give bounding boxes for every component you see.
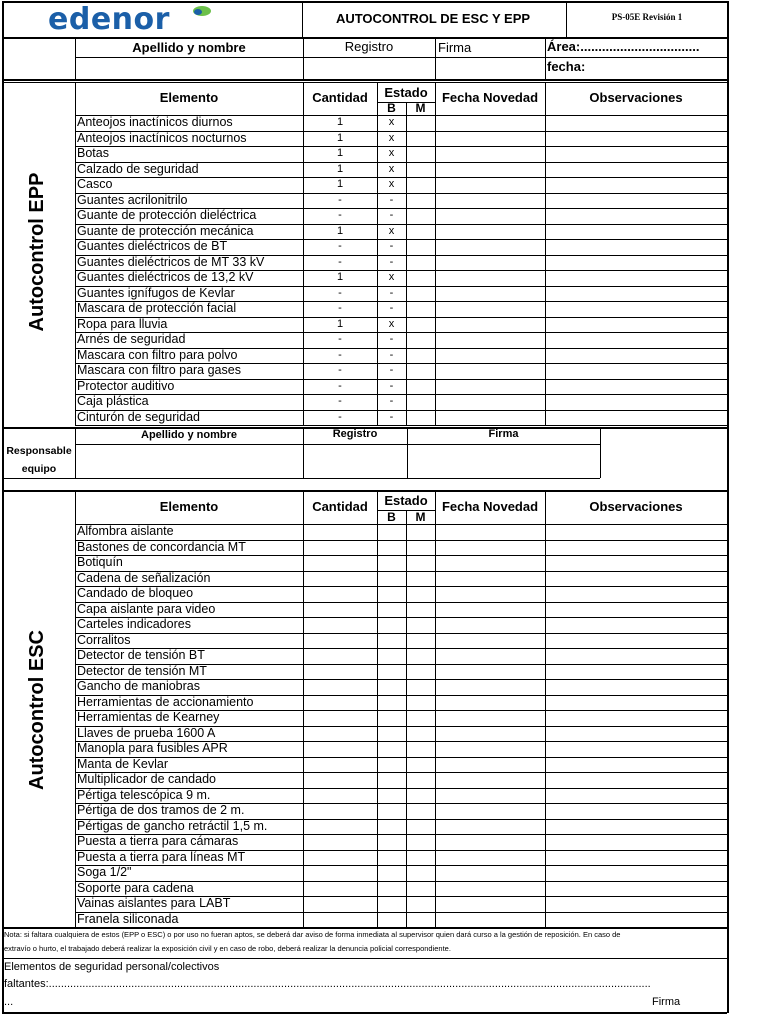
faltantes-continuation: ...: [4, 996, 14, 1008]
row-elemento: Protector auditivo: [77, 378, 175, 393]
grid-line: [377, 102, 435, 103]
row-cantidad[interactable]: 1: [336, 162, 344, 175]
grid-line: [545, 491, 546, 927]
row-elemento: Alfombra aislante: [77, 524, 174, 538]
grid-line: [75, 834, 727, 835]
grid-line: [2, 490, 727, 492]
row-elemento: Pértiga de dos tramos de 2 m.: [77, 803, 245, 817]
grid-line: [75, 146, 727, 147]
row-elemento: Guantes dieléctricos de 13,2 kV: [77, 270, 254, 284]
grid-line: [75, 37, 76, 79]
grid-line: [75, 379, 727, 380]
grid-line: [2, 79, 727, 81]
row-elemento: Guantes acrilonitrilo: [77, 192, 188, 207]
grid-line: [435, 491, 436, 927]
epp-col-fecha: Fecha Novedad: [441, 90, 539, 105]
grid-line: [75, 819, 727, 820]
grid-line: [727, 1, 729, 1013]
grid-line: [75, 912, 727, 913]
grid-line: [377, 82, 378, 425]
row-estado-b[interactable]: -: [389, 286, 394, 299]
row-cantidad[interactable]: -: [338, 333, 342, 345]
grid-line: [75, 586, 727, 587]
epp-col-elemento: Elemento: [159, 90, 219, 105]
row-cantidad[interactable]: 1: [336, 131, 344, 144]
row-estado-b[interactable]: -: [389, 364, 394, 376]
row-estado-b[interactable]: x: [388, 147, 395, 159]
grid-line: [75, 317, 727, 318]
grid-line: [377, 491, 378, 927]
grid-line: [75, 524, 727, 525]
row-elemento: Puesta a tierra para líneas MT: [77, 849, 246, 864]
row-estado-b[interactable]: x: [388, 178, 395, 190]
grid-line: [75, 772, 727, 773]
row-estado-b[interactable]: -: [389, 193, 394, 206]
grid-line: [303, 428, 304, 478]
grid-line: [303, 82, 304, 425]
logo-text: edenor: [48, 2, 170, 37]
esc-col-cantidad: Cantidad: [312, 499, 368, 514]
grid-line: [75, 348, 727, 349]
esc-col-fecha: Fecha Novedad: [441, 499, 539, 514]
grid-line: [75, 177, 727, 178]
grid-line: [2, 1, 4, 1013]
grid-line: [75, 695, 727, 696]
grid-line: [75, 571, 727, 572]
esc-col-m: M: [415, 510, 426, 524]
responsable-registro-label: Registro: [332, 428, 378, 440]
row-estado-b[interactable]: -: [389, 379, 394, 392]
responsable-label: [3, 442, 75, 478]
grid-line: [435, 82, 436, 425]
grid-line: [75, 881, 727, 882]
row-estado-b[interactable]: -: [389, 395, 394, 407]
row-estado-b[interactable]: x: [388, 116, 395, 128]
row-cantidad[interactable]: 1: [336, 317, 344, 330]
row-elemento: Mascara de protección facial: [77, 301, 237, 315]
grid-line: [75, 788, 727, 789]
row-estado-b[interactable]: -: [389, 348, 394, 361]
fecha-field[interactable]: fecha:: [547, 59, 586, 74]
grid-line: [2, 427, 727, 429]
row-elemento: Guante de protección mecánica: [77, 223, 254, 238]
grid-line: [75, 224, 727, 225]
grid-line: [75, 410, 727, 411]
grid-line: [75, 664, 727, 665]
row-estado-b[interactable]: -: [389, 302, 394, 314]
grid-line: [75, 679, 727, 680]
row-cantidad[interactable]: -: [338, 255, 342, 268]
row-elemento: Herramientas de Kearney: [77, 710, 220, 724]
row-estado-b[interactable]: x: [388, 162, 395, 175]
row-cantidad[interactable]: 1: [336, 178, 344, 190]
grid-line: [2, 1, 727, 3]
row-elemento: Vainas aislantes para LABT: [77, 896, 231, 910]
row-elemento: Carteles indicadores: [77, 617, 191, 631]
grid-line: [75, 444, 600, 445]
esc-col-estado: Estado: [384, 493, 428, 508]
row-elemento: Manta de Kevlar: [77, 756, 169, 771]
row-elemento: Soga 1/2": [77, 865, 132, 879]
grid-line: [2, 958, 727, 959]
grid-line: [75, 332, 727, 333]
row-cantidad[interactable]: 1: [336, 224, 344, 237]
esc-col-elemento: Elemento: [159, 499, 219, 514]
epp-col-estado: Estado: [384, 85, 428, 100]
row-estado-b[interactable]: x: [388, 271, 395, 283]
grid-line: [407, 428, 408, 478]
footer-firma-label: Firma: [652, 996, 681, 1008]
faltantes-line1: Elementos de seguridad personal/colectivos: [4, 961, 220, 973]
grid-line: [2, 82, 727, 83]
grid-line: [435, 37, 436, 79]
epp-col-b: B: [387, 101, 396, 115]
responsable-firma-label: Firma: [488, 428, 519, 440]
row-estado-b[interactable]: -: [389, 240, 394, 252]
grid-line: [566, 1, 567, 38]
grid-line: [75, 363, 727, 364]
row-elemento: Capa aislante para video: [77, 601, 216, 616]
grid-line: [75, 540, 727, 541]
grid-line: [545, 82, 546, 425]
grid-line: [75, 425, 727, 426]
row-cantidad[interactable]: -: [338, 240, 342, 252]
footer-note-line1: Nota: si faltara cualquiera de estos (EPP o ESC) o por uso no fueran aptos, se deberá dar aviso de forma inmediata al supervisor quien dará curso a la gestión de reposición. En caso de: [4, 930, 621, 939]
grid-line: [75, 239, 727, 240]
grid-line: [75, 286, 727, 287]
row-cantidad[interactable]: -: [338, 209, 342, 221]
row-estado-b[interactable]: -: [389, 255, 394, 268]
grid-line: [545, 37, 546, 79]
row-cantidad[interactable]: -: [338, 286, 342, 299]
epp-col-m: M: [415, 101, 426, 115]
row-estado-b[interactable]: -: [389, 333, 394, 345]
row-elemento: Guante de protección dieléctrica: [77, 208, 257, 222]
grid-line: [75, 208, 727, 209]
footer-note-line2: extravío o hurto, el trabajado deberá realizar la exposición civil y en caso de robo, deberá realizar la denuncia policial correspondiente.: [4, 944, 451, 953]
grid-line: [75, 617, 727, 618]
grid-line: [75, 82, 76, 425]
page-title: AUTOCONTROL DE ESC Y EPP: [335, 11, 531, 26]
row-cantidad[interactable]: -: [338, 410, 342, 423]
row-elemento: Detector de tensión BT: [77, 648, 205, 662]
grid-line: [75, 193, 727, 194]
grid-line: [75, 162, 727, 163]
row-cantidad[interactable]: -: [338, 348, 342, 361]
row-cantidad[interactable]: -: [338, 379, 342, 392]
row-elemento: Mascara con filtro para gases: [77, 363, 241, 377]
row-elemento: Gancho de maniobras: [77, 679, 200, 693]
revision-code: PS-05E Revisión 1: [611, 12, 683, 22]
row-elemento: Pértiga telescópica 9 m.: [77, 787, 211, 802]
grid-line: [2, 1012, 727, 1014]
row-elemento: Arnés de seguridad: [77, 332, 186, 346]
grid-line: [75, 850, 727, 851]
logo-leaf-icon: [192, 5, 212, 17]
grid-line: [75, 803, 727, 804]
row-cantidad[interactable]: -: [338, 395, 342, 407]
grid-line: [75, 555, 727, 556]
area-field[interactable]: Área:.................................: [547, 39, 700, 54]
grid-line: [2, 927, 727, 929]
grid-line: [75, 633, 727, 634]
row-estado-b[interactable]: x: [388, 317, 395, 330]
responsable-label-text: Responsable equipo: [6, 445, 72, 475]
row-elemento: Botiquín: [77, 555, 123, 569]
row-cantidad[interactable]: 1: [336, 271, 344, 283]
row-elemento: Multiplicador de candado: [77, 772, 216, 786]
grid-line: [406, 102, 407, 425]
row-cantidad[interactable]: -: [338, 364, 342, 376]
grid-line: [75, 131, 727, 132]
grid-line: [75, 865, 727, 866]
row-elemento: Cadena de señalización: [77, 570, 211, 585]
epp-col-cantidad: Cantidad: [312, 90, 368, 105]
row-elemento: Llaves de prueba 1600 A: [77, 725, 216, 740]
grid-line: [75, 491, 76, 927]
grid-line: [75, 428, 76, 478]
row-elemento: Candado de bloqueo: [77, 586, 194, 600]
row-cantidad[interactable]: 1: [336, 116, 344, 128]
row-elemento: Guantes ignífugos de Kevlar: [77, 285, 235, 300]
grid-line: [2, 478, 600, 479]
row-elemento: Anteojos inactínicos diurnos: [77, 115, 233, 129]
row-elemento: Corralitos: [77, 632, 131, 647]
grid-line: [303, 37, 304, 79]
epp-col-obs: Observaciones: [589, 90, 683, 105]
grid-line: [75, 726, 727, 727]
grid-line: [75, 757, 727, 758]
row-cantidad[interactable]: -: [338, 193, 342, 206]
epp-side-label: Autocontrol EPP: [26, 172, 48, 332]
row-elemento: Cinturón de seguridad: [77, 409, 200, 424]
row-elemento: Bastones de concordancia MT: [77, 539, 246, 554]
grid-line: [75, 301, 727, 302]
grid-line: [75, 57, 727, 58]
grid-line: [75, 896, 727, 897]
grid-line: [302, 1, 303, 38]
row-cantidad[interactable]: -: [338, 302, 342, 314]
grid-line: [75, 270, 727, 271]
grid-line: [75, 255, 727, 256]
row-elemento: Botas: [77, 146, 109, 160]
row-elemento: Puesta a tierra para cámaras: [77, 834, 239, 848]
grid-line: [75, 115, 727, 116]
esc-col-b: B: [387, 510, 396, 524]
row-cantidad[interactable]: 1: [336, 147, 344, 159]
row-estado-b[interactable]: x: [388, 224, 395, 237]
row-elemento: Guantes dieléctricos de MT 33 kV: [77, 254, 265, 269]
esc-col-obs: Observaciones: [589, 499, 683, 514]
firma-label: Firma: [438, 40, 472, 55]
row-estado-b[interactable]: -: [389, 410, 394, 423]
grid-line: [75, 710, 727, 711]
grid-line: [377, 510, 435, 511]
row-elemento: Caja plástica: [77, 394, 149, 408]
row-elemento: Detector de tensión MT: [77, 663, 207, 678]
row-estado-b[interactable]: -: [389, 209, 394, 221]
row-elemento: Mascara con filtro para polvo: [77, 347, 238, 362]
row-elemento: Ropa para lluvia: [77, 316, 168, 331]
responsable-name-label: Apellido y nombre: [141, 429, 237, 441]
grid-line: [75, 602, 727, 603]
row-elemento: Herramientas de accionamiento: [77, 694, 254, 709]
registro-label: Registro: [344, 39, 394, 54]
row-estado-b[interactable]: x: [388, 131, 395, 144]
row-elemento: Franela siliconada: [77, 911, 179, 926]
grid-line: [303, 491, 304, 927]
row-elemento: Manopla para fusibles APR: [77, 741, 228, 755]
grid-line: [2, 37, 727, 39]
row-elemento: Anteojos inactínicos nocturnos: [77, 130, 247, 145]
grid-line: [600, 428, 601, 478]
row-elemento: Calzado de seguridad: [77, 161, 199, 176]
row-elemento: Soporte para cadena: [77, 880, 194, 895]
row-elemento: Guantes dieléctricos de BT: [77, 239, 228, 253]
grid-line: [75, 741, 727, 742]
esc-side-label: Autocontrol ESC: [26, 630, 48, 790]
grid-line: [75, 648, 727, 649]
name-label: Apellido y nombre: [132, 40, 246, 55]
row-elemento: Casco: [77, 177, 113, 191]
row-elemento: Pértigas de gancho retráctil 1,5 m.: [77, 818, 268, 833]
faltantes-field[interactable]: faltantes:.....................................................................................................................................................................................................: [4, 978, 651, 990]
grid-line: [75, 394, 727, 395]
